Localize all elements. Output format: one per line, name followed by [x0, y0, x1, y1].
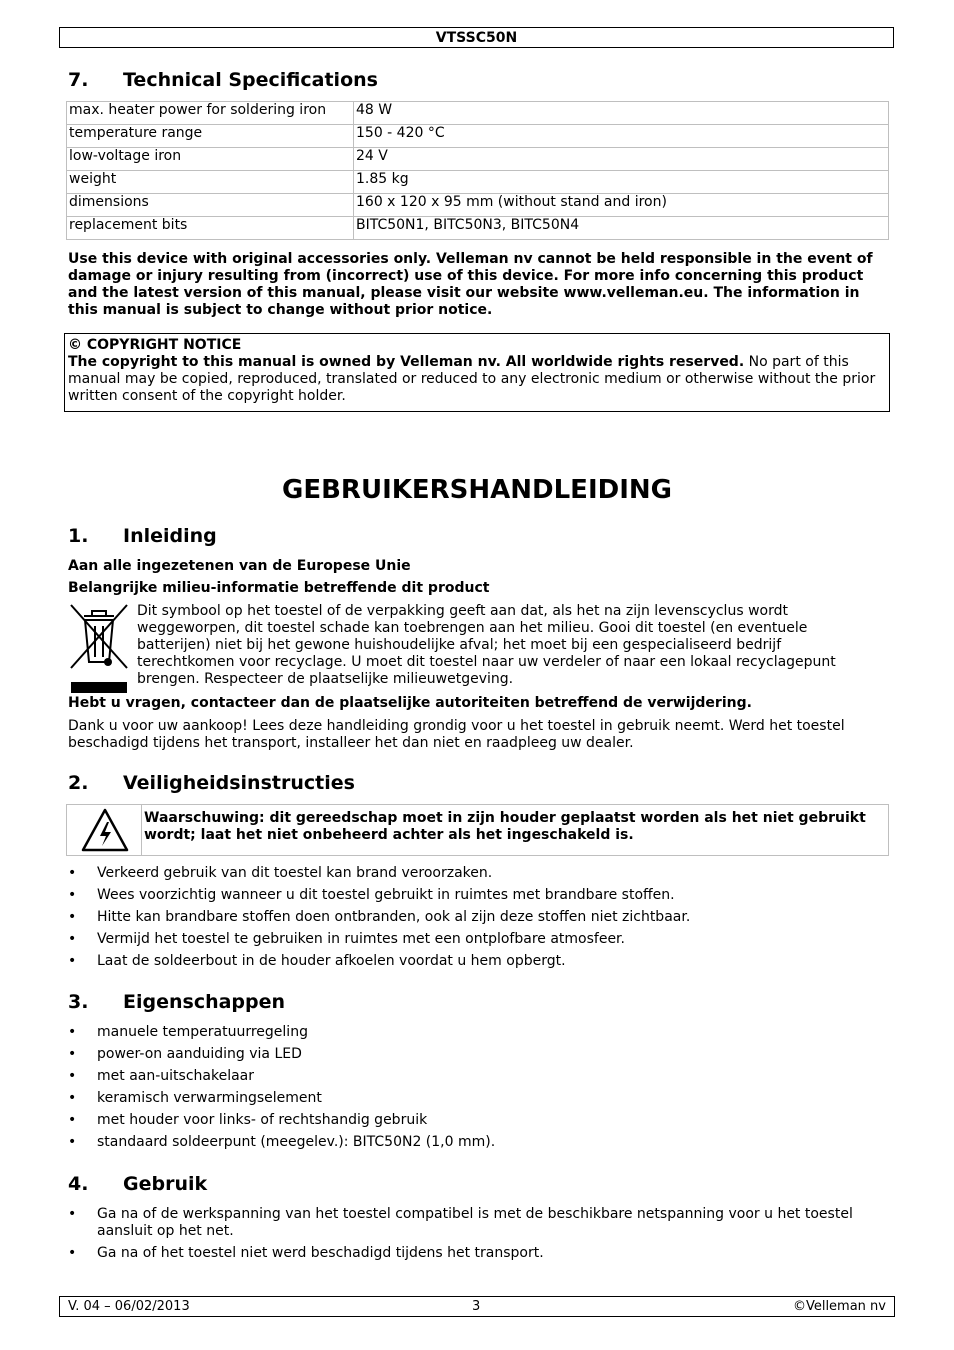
spec-value: 48 W: [354, 102, 889, 125]
section-title: Inleiding: [123, 525, 217, 547]
spec-row: [67, 194, 889, 217]
accessories-notice: Use this device with original accessories only. Velleman nv cannot be held responsible in the event of damage or injury resulting from (incorrect) use of this device. For more info concerning this product and the latest version of this manual, please visit our website www.velleman.eu. The information in this manual is subject to change without prior notice.: [68, 251, 873, 318]
list-item-text: met houder voor links- of rechtshandig gebruik: [97, 1112, 428, 1128]
spec-row: [67, 125, 889, 148]
env-subheading: Belangrijke milieu-informatie betreffende dit product: [68, 580, 490, 596]
spec-key: temperature range: [67, 125, 354, 148]
list-item-text: Wees voorzichtig wanneer u dit toestel gebruikt in ruimtes met brandbare stoffen.: [97, 887, 675, 903]
page-number: 3: [472, 1299, 481, 1314]
spec-key: replacement bits: [67, 217, 354, 240]
bullet-icon: •: [68, 1090, 77, 1106]
spec-value: 24 V: [354, 148, 889, 171]
weee-bin-icon: [68, 602, 130, 694]
spec-row: [67, 148, 889, 171]
features-list: [68, 1024, 888, 1156]
bullet-icon: •: [68, 1206, 77, 1222]
page-footer: [59, 1296, 895, 1317]
list-item-text: power-on aanduiding via LED: [97, 1046, 302, 1062]
company-copyright: ©Velleman nv: [792, 1299, 886, 1314]
list-item-text: manuele temperatuurregeling: [97, 1024, 308, 1040]
section-4-heading: [68, 1173, 868, 1195]
spec-key: max. heater power for soldering iron: [67, 102, 354, 125]
list-item-text: Ga na of het toestel niet werd beschadigd tijdens het transport.: [97, 1245, 544, 1261]
section-2-heading: [68, 772, 868, 794]
copyright-bold: The copyright to this manual is owned by Velleman nv. All worldwide rights reserved.: [68, 354, 745, 370]
spec-value: 1.85 kg: [354, 171, 889, 194]
model-name: VTSSC50N: [435, 30, 518, 46]
weee-text: Dit symbool op het toestel of de verpakking geeft aan dat, als het na zijn levenscyclus wordt weggeworpen, dit toestel schade kan toebrengen aan het milieu. Gooi dit toestel (en eventuele batterijen) niet bij het gewone huishoudelijke afval; het moet bij een gespecialiseerd bedrijf terechtkomen voor recyclage. U moet dit toestel naar uw verdeler of naar een lokaal recyclagepunt brengen. Respecteer de plaatselijke milieuwetgeving.: [137, 603, 836, 687]
copyright-text: No part of this manual may be copied, reproduced, translated or reduced to any electronic medium or otherwise without the prior written consent of the copyright holder.: [68, 354, 876, 404]
section-title: Eigenschappen: [123, 991, 286, 1013]
spec-value: 150 - 420 °C: [354, 125, 889, 148]
spec-row: [67, 102, 889, 125]
spec-key: weight: [67, 171, 354, 194]
manual-title: GEBRUIKERSHANDLEIDING: [282, 475, 672, 505]
copyright-body: [68, 354, 886, 405]
section-title: Veiligheidsinstructies: [123, 772, 355, 794]
list-item-text: Verkeerd gebruik van dit toestel kan brand veroorzaken.: [97, 865, 493, 881]
bullet-icon: •: [68, 909, 77, 925]
list-item: [68, 1090, 888, 1107]
bullet-icon: •: [68, 1245, 77, 1261]
disposal-contact: Hebt u vragen, contacteer dan de plaatselijke autoriteiten betreffend de verwijdering.: [68, 695, 752, 711]
section-1-heading: [68, 525, 868, 547]
high-voltage-warning-icon: [80, 807, 130, 853]
page-header: [59, 27, 894, 48]
list-item: [68, 953, 888, 970]
bullet-icon: •: [68, 1068, 77, 1084]
eu-subheading: Aan alle ingezetenen van de Europese Unie: [68, 558, 411, 574]
section-7-heading: [68, 69, 868, 91]
list-item-text: Hitte kan brandbare stoffen doen ontbranden, ook al zijn deze stoffen niet zichtbaar.: [97, 909, 691, 925]
bullet-icon: •: [68, 1046, 77, 1062]
list-item: [68, 1068, 888, 1085]
list-item: [68, 865, 888, 882]
section-number: 4.: [68, 1173, 89, 1195]
list-item: [68, 1024, 888, 1041]
section-number: 2.: [68, 772, 89, 794]
warning-box: [66, 804, 889, 856]
warning-text: Waarschuwing: dit gereedschap moet in zijn houder geplaatst worden als het niet gebruikt wordt; laat het niet onbeheerd achter als het ingeschakeld is.: [144, 810, 866, 843]
spec-value: BITC50N1, BITC50N3, BITC50N4: [354, 217, 889, 240]
list-item: [68, 1112, 888, 1129]
list-item-text: Vermijd het toestel te gebruiken in ruimtes met een ontplofbare atmosfeer.: [97, 931, 625, 947]
list-item: [68, 887, 888, 904]
section-number: 1.: [68, 525, 89, 547]
section-number: 3.: [68, 991, 89, 1013]
list-item: [68, 1046, 888, 1063]
section-number: 7.: [68, 69, 89, 91]
bullet-icon: •: [68, 1112, 77, 1128]
list-item: [68, 1134, 888, 1151]
bullet-icon: •: [68, 1134, 77, 1150]
list-item: [68, 1245, 888, 1262]
spec-key: dimensions: [67, 194, 354, 217]
list-item: [68, 931, 888, 948]
spec-key: low-voltage iron: [67, 148, 354, 171]
bullet-icon: •: [68, 1024, 77, 1040]
list-item-text: keramisch verwarmingselement: [97, 1090, 322, 1106]
copyright-title: © COPYRIGHT NOTICE: [68, 337, 242, 353]
copyright-box: [64, 333, 890, 412]
version-date: V. 04 – 06/02/2013: [68, 1299, 190, 1314]
spec-value: 160 x 120 x 95 mm (without stand and iron): [354, 194, 889, 217]
bullet-icon: •: [68, 931, 77, 947]
list-item-text: met aan-uitschakelaar: [97, 1068, 254, 1084]
list-item-text: Laat de soldeerbout in de houder afkoelen voordat u hem opbergt.: [97, 953, 566, 969]
safety-list: [68, 865, 888, 975]
warning-icon-cell: [67, 805, 142, 855]
section-title: Technical Specifications: [123, 69, 378, 91]
bullet-icon: •: [68, 887, 77, 903]
section-title: Gebruik: [123, 1173, 208, 1195]
list-item: [68, 909, 888, 926]
usage-list: [68, 1206, 888, 1267]
bullet-icon: •: [68, 865, 77, 881]
thanks-text: Dank u voor uw aankoop! Lees deze handleiding grondig voor u het toestel in gebruik neemt. Werd het toestel beschadigd tijdens het transport, installeer het dan niet en raadpleeg uw dealer.: [68, 718, 845, 751]
list-item-text: standaard soldeerpunt (meegelev.): BITC50N2 (1,0 mm).: [97, 1134, 496, 1150]
list-item: [68, 1206, 888, 1240]
list-item-text: Ga na of de werkspanning van het toestel compatibel is met de beschikbare netspanning voor u het toestel aansluit op het net.: [97, 1206, 853, 1239]
bullet-icon: •: [68, 953, 77, 969]
spec-row: [67, 217, 889, 240]
spec-table: [66, 101, 889, 240]
section-3-heading: [68, 991, 868, 1013]
spec-row: [67, 171, 889, 194]
